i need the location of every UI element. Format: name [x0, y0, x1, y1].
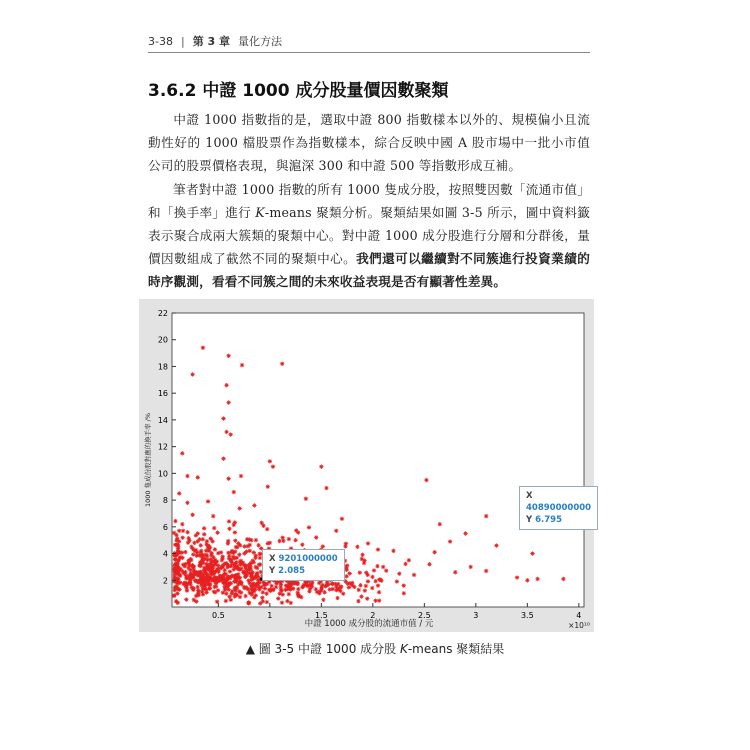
scatter-point — [184, 597, 188, 601]
scatter-point — [453, 570, 457, 574]
scatter-point — [248, 549, 252, 553]
scatter-point — [326, 582, 330, 586]
scatter-point — [535, 577, 539, 581]
scatter-point — [377, 598, 381, 602]
scatter-point — [185, 474, 189, 478]
scatter-point — [214, 584, 218, 588]
x-tick-label: 1 — [267, 611, 273, 620]
scatter-point — [229, 581, 233, 585]
paragraph-1 — [148, 108, 590, 177]
scatter-point — [328, 587, 332, 591]
paragraph-1-text: 中證 1000 指數指的是，選取中證 800 指數樣本以外的、規模偏小且流動性好的 1000 檔股票作為指數樣本，綜合反映中國 A 股市場中一批小市值公司的股票價格表現，與滬深 300 和中證 500 等指數形成互補。 — [148, 112, 590, 173]
scatter-point — [373, 579, 377, 583]
scatter-point — [173, 519, 177, 523]
datatip-1-x-value: 9201000000 — [278, 554, 338, 564]
scatter-point — [296, 594, 300, 598]
scatter-point — [284, 583, 288, 587]
scatter-point — [293, 538, 297, 542]
scatter-point — [226, 539, 230, 543]
y-tick-label: 6 — [162, 522, 168, 532]
scatter-point — [204, 552, 208, 556]
scatter-chart — [139, 299, 594, 632]
scatter-point — [484, 569, 488, 573]
caption-suffix: -means 聚類結果 — [407, 642, 505, 656]
scatter-point — [223, 568, 227, 572]
scatter-point — [229, 432, 233, 436]
datatip-1-x-label: X — [269, 554, 276, 564]
datatip-2-x-label: X — [526, 491, 533, 501]
scatter-point — [172, 594, 176, 598]
scatter-point — [234, 585, 238, 589]
scatter-point — [403, 562, 407, 566]
scatter-point — [232, 490, 236, 494]
scatter-point — [288, 584, 292, 588]
scatter-point — [362, 561, 366, 565]
scatter-point — [381, 565, 385, 569]
scatter-point — [209, 560, 213, 564]
scatter-point — [190, 573, 194, 577]
y-tick-label: 16 — [157, 389, 168, 399]
scatter-point — [263, 582, 267, 586]
scatter-point — [484, 514, 488, 518]
paragraph-2-bold: 我們還可以繼續對不同簇進行投資業績的時序觀測，看看不同簇之間的未來收益表現是否有顯著性差異。 — [148, 251, 590, 289]
header-separator: | — [180, 34, 185, 48]
scatter-point — [178, 574, 182, 578]
x-tick-label: 3.5 — [520, 611, 534, 620]
scatter-point — [395, 579, 399, 583]
chapter-label: 第 3 章 — [192, 35, 231, 48]
scatter-point — [322, 590, 326, 594]
scatter-point — [196, 475, 200, 479]
scatter-point — [177, 491, 181, 495]
chapter-title: 量化方法 — [238, 35, 283, 48]
scatter-point — [230, 591, 234, 595]
scatter-point — [214, 576, 218, 580]
scatter-point — [281, 539, 285, 543]
scatter-point — [304, 497, 308, 501]
scatter-point — [239, 474, 243, 478]
scatter-point — [247, 601, 251, 605]
scatter-point — [438, 522, 442, 526]
datatip-2[interactable] — [519, 486, 598, 530]
scatter-point — [266, 485, 270, 489]
datatip-1-y-label: Y — [269, 566, 276, 576]
running-header — [148, 30, 588, 52]
datatip-2-y-value: 6.795 — [535, 515, 563, 525]
scatter-point — [176, 561, 180, 565]
y-axis-label: 1000 隻成份股對應的換手率 /% — [144, 412, 152, 508]
x-tick-label: 2 — [370, 611, 376, 620]
scatter-point — [268, 589, 272, 593]
scatter-point — [261, 590, 265, 594]
x-tick-label: 4 — [576, 611, 582, 620]
scatter-point — [391, 549, 395, 553]
scatter-point — [181, 529, 185, 533]
scatter-point — [202, 585, 206, 589]
scatter-point — [192, 565, 196, 569]
scatter-point — [185, 501, 189, 505]
scatter-point — [218, 574, 222, 578]
scatter-point — [366, 541, 370, 545]
scatter-point — [412, 573, 416, 577]
y-tick-label: 4 — [162, 549, 168, 559]
scatter-point — [370, 575, 374, 579]
scatter-point — [515, 575, 519, 579]
scatter-point — [174, 533, 178, 537]
scatter-point — [345, 581, 349, 585]
page-number: 3-38 — [148, 34, 173, 48]
scatter-point — [252, 595, 256, 599]
scatter-point — [249, 572, 253, 576]
scatter-point — [397, 572, 401, 576]
scatter-point — [240, 363, 244, 367]
scatter-point — [236, 541, 240, 545]
scatter-point — [200, 578, 204, 582]
scatter-point — [233, 530, 237, 534]
datatip-2-x-value: 40890000000 — [526, 503, 592, 513]
section-title: 3.6.2 中證 1000 成分股量價因數聚類 — [148, 81, 449, 101]
y-tick-label: 10 — [157, 469, 168, 479]
scatter-point — [252, 503, 256, 507]
scatter-point — [229, 598, 233, 602]
scatter-point — [224, 599, 228, 603]
paragraph-2-kmeans: K — [255, 205, 265, 220]
scatter-point — [340, 517, 344, 521]
scatter-point — [249, 577, 253, 581]
scatter-point — [221, 416, 225, 420]
scatter-point — [356, 599, 360, 603]
y-tick-label: 18 — [157, 362, 168, 372]
scatter-point — [211, 514, 215, 518]
scatter-point — [208, 537, 212, 541]
scatter-point — [365, 596, 369, 600]
scatter-point — [228, 569, 232, 573]
scatter-point — [239, 590, 243, 594]
scatter-point — [265, 527, 269, 531]
header-rule — [148, 52, 590, 53]
scatter-point — [236, 582, 240, 586]
scatter-point — [216, 588, 220, 592]
scatter-point — [186, 581, 190, 585]
scatter-point — [248, 567, 252, 571]
scatter-point — [176, 551, 180, 555]
x-axis-exponent: ×10¹⁰ — [568, 621, 590, 630]
scatter-point — [246, 544, 250, 548]
y-tick-label: 22 — [157, 309, 168, 318]
scatter-point — [264, 592, 268, 596]
scatter-point — [314, 535, 318, 539]
scatter-point — [276, 596, 280, 600]
scatter-point — [212, 589, 216, 593]
datatip-1-y-value: 2.085 — [278, 566, 306, 576]
scatter-point — [344, 565, 348, 569]
scatter-point — [250, 591, 254, 595]
y-tick-label: 14 — [157, 415, 168, 425]
scatter-point — [205, 566, 209, 570]
scatter-point — [180, 522, 184, 526]
x-tick-label: 2.5 — [417, 611, 431, 620]
x-tick-label: 3 — [473, 611, 479, 620]
scatter-point — [197, 563, 201, 567]
scatter-point — [561, 577, 565, 581]
x-tick-label: 1.5 — [314, 611, 328, 620]
caption-prefix: ▲ 圖 3-5 中證 1000 成分股 — [245, 642, 400, 656]
scatter-point — [280, 362, 284, 366]
scatter-point — [424, 478, 428, 482]
scatter-point — [300, 543, 304, 547]
scatter-point — [219, 550, 223, 554]
scatter-point — [235, 593, 239, 597]
scatter-point — [289, 601, 293, 605]
scatter-point — [209, 553, 213, 557]
scatter-point — [194, 594, 198, 598]
scatter-point — [402, 591, 406, 595]
scatter-point — [221, 591, 225, 595]
caption-italic: K — [399, 642, 408, 656]
scatter-point — [469, 565, 473, 569]
paragraph-2-part1: 筆者對中證 1000 指數的所有 1000 隻成分股，按照雙因數「流通市值」和「換手率」進行 — [148, 182, 590, 220]
y-tick-label: 2 — [162, 576, 168, 586]
scatter-point — [266, 541, 270, 545]
scatter-point — [287, 592, 291, 596]
scatter-point — [212, 526, 216, 530]
x-axis-label: 中證 1000 成分股的流通市值 / 元 — [304, 619, 434, 629]
scatter-point — [375, 564, 379, 568]
scatter-point — [224, 591, 228, 595]
y-tick-label: 12 — [157, 442, 168, 452]
kmeans-figure — [139, 299, 594, 632]
scatter-point — [226, 400, 230, 404]
scatter-point — [377, 590, 381, 594]
scatter-point — [274, 585, 278, 589]
scatter-point — [330, 582, 334, 586]
datatip-2-y-label: Y — [526, 515, 533, 525]
scatter-point — [494, 543, 498, 547]
scatter-point — [427, 562, 431, 566]
figure-caption — [0, 640, 750, 657]
datatip-1[interactable] — [262, 549, 345, 581]
scatter-point — [249, 584, 253, 588]
scatter-point — [364, 584, 368, 588]
scatter-point — [263, 586, 267, 590]
scatter-point — [358, 583, 362, 587]
scatter-point — [265, 600, 269, 604]
scatter-point — [206, 499, 210, 503]
y-tick-label: 20 — [157, 335, 168, 345]
scatter-point — [226, 477, 230, 481]
scatter-point — [173, 570, 177, 574]
scatter-point — [177, 587, 181, 591]
y-tick-label: 8 — [162, 496, 168, 506]
scatter-point — [185, 530, 189, 534]
scatter-point — [366, 579, 370, 583]
scatter-point — [233, 574, 237, 578]
scatter-point — [228, 576, 232, 580]
paragraph-2-part2: -means 聚類分析。聚類結果如圖 3-5 所示，圖中資料籤表示聚合成兩大簇類的聚類中心。對中證 1000 成分股進行分層和分群後，量價因數組成了截然不同的聚類中心。 — [148, 205, 590, 266]
paragraph-2 — [148, 178, 590, 293]
x-tick-label: 0.5 — [211, 611, 225, 620]
scatter-point — [357, 588, 361, 592]
scatter-point — [217, 578, 221, 582]
